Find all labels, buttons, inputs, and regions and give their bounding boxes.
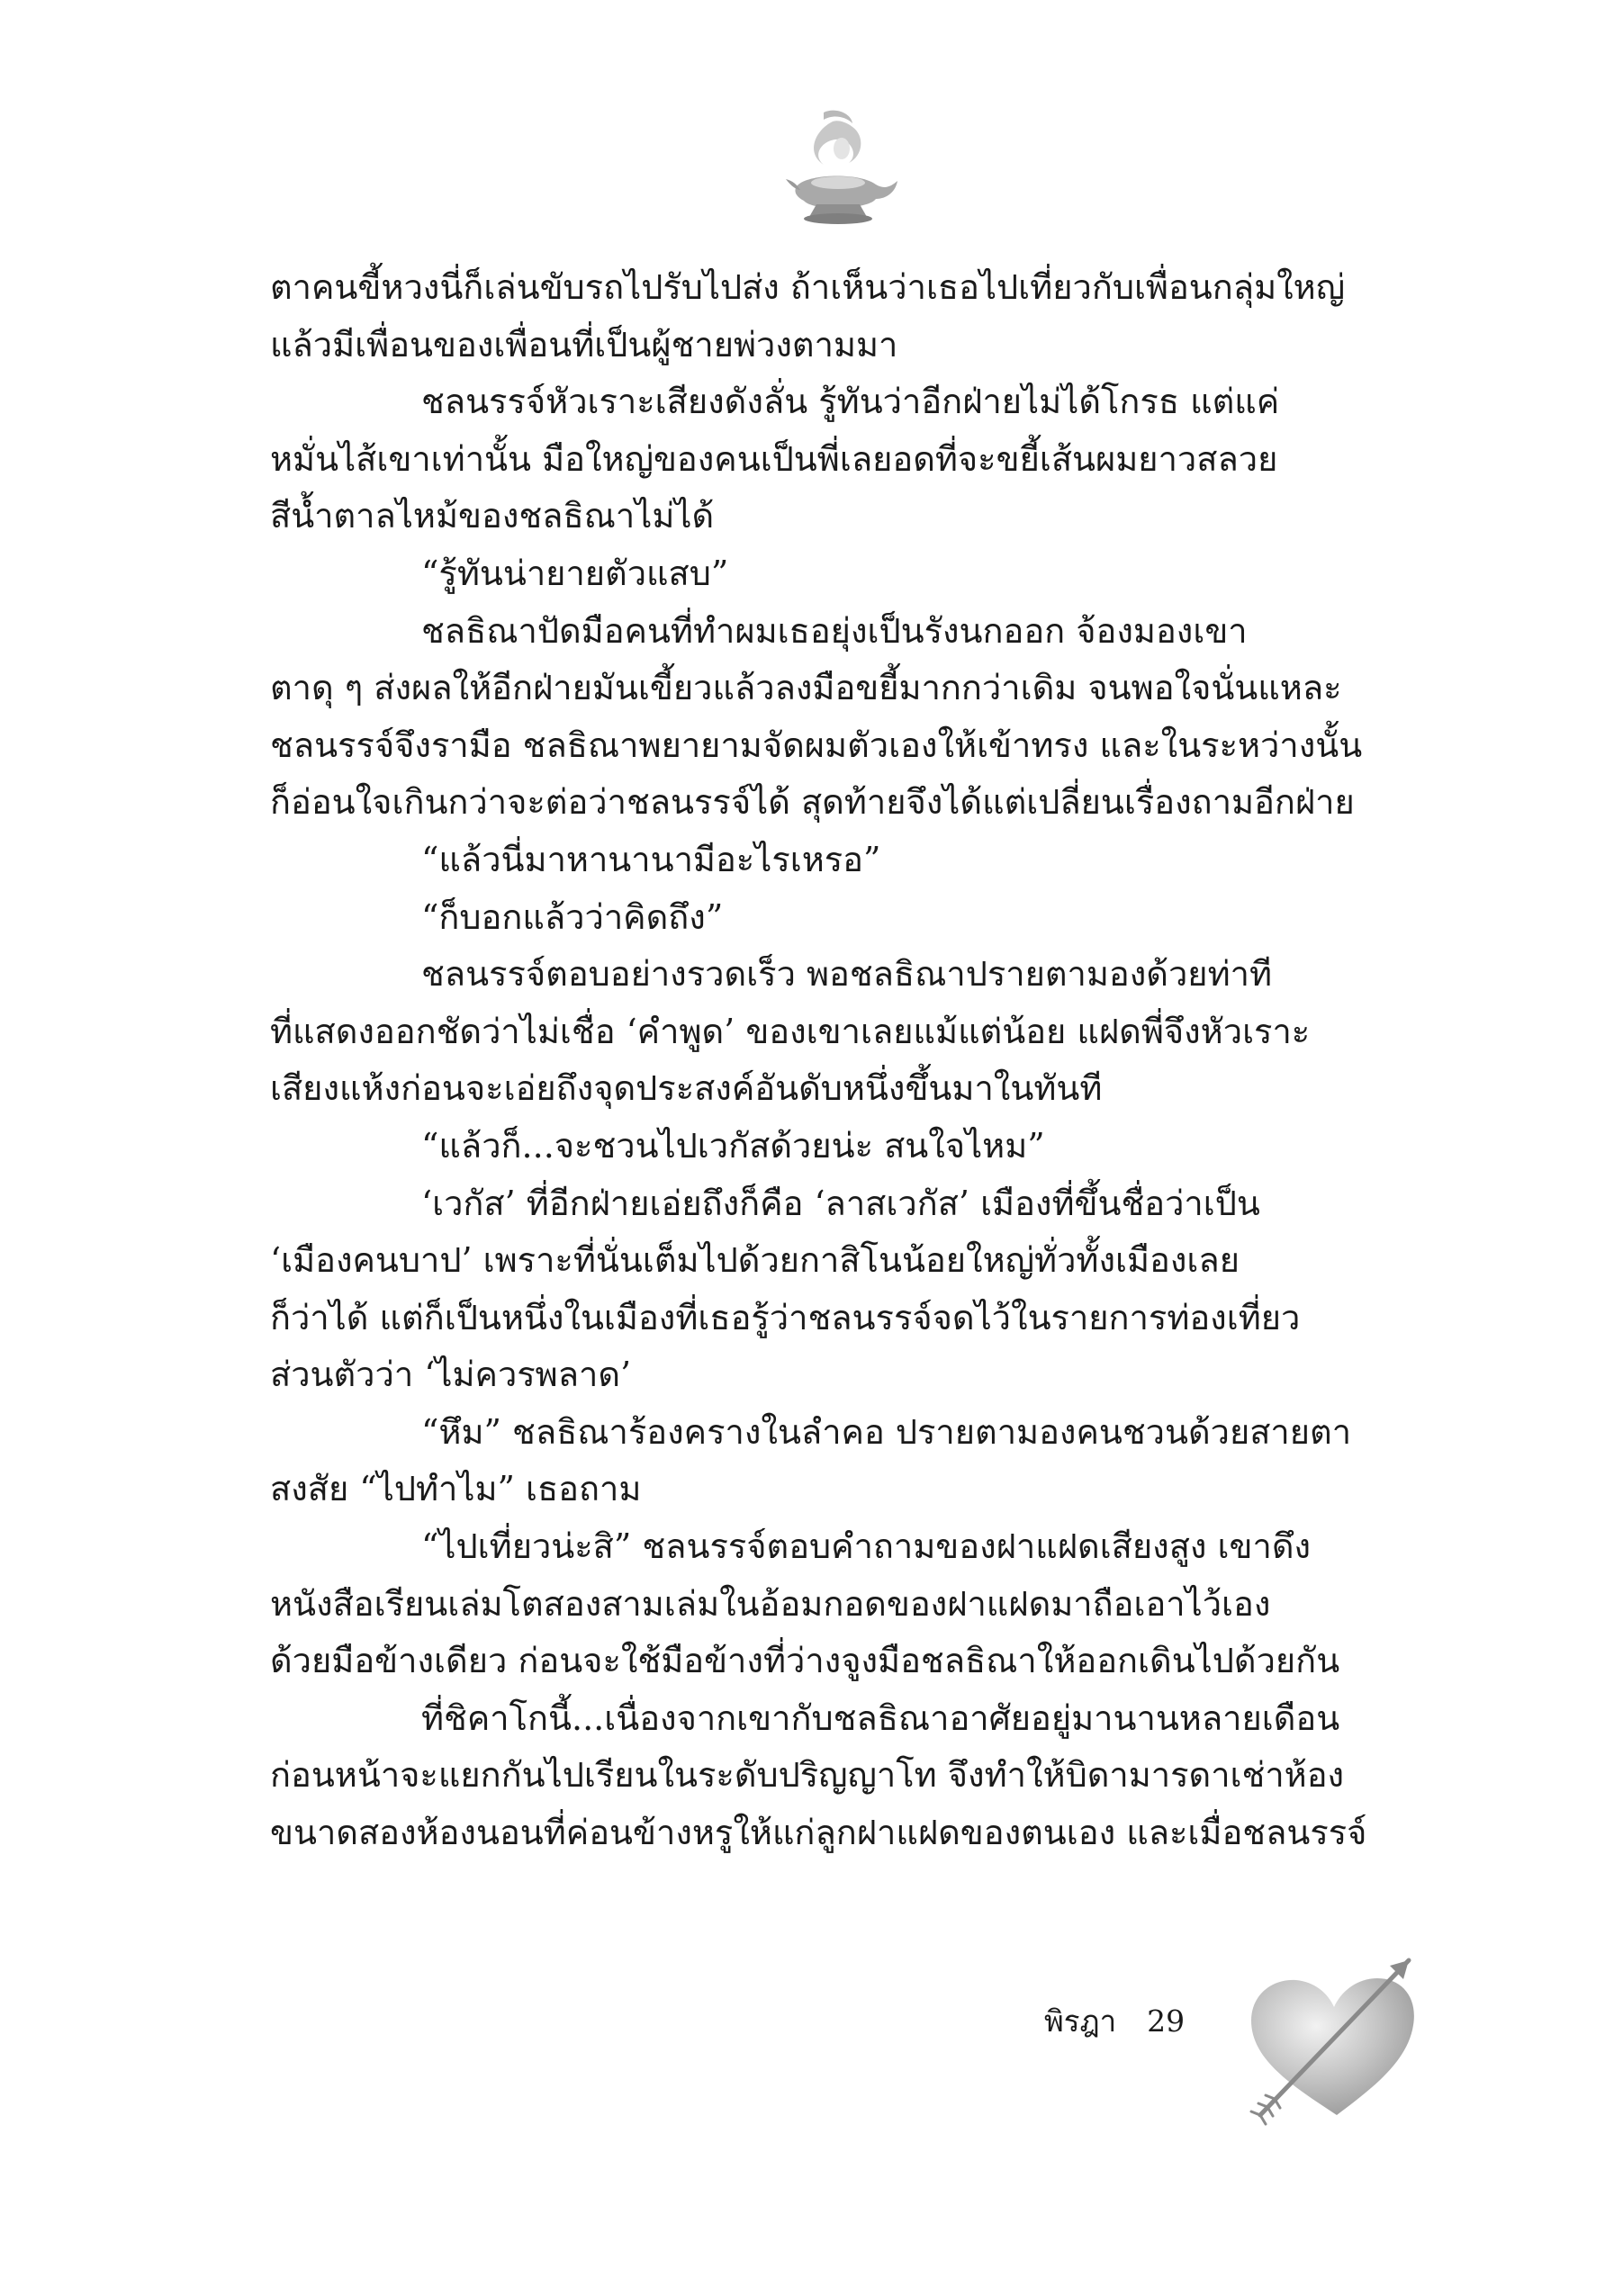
text-line: ชลนรรจ์ตอบอย่างรวดเร็ว พอชลธิณาปรายตามองด้วยท่าที bbox=[421, 954, 1273, 995]
author-name: พิรฎา bbox=[1044, 2003, 1117, 2039]
page-footer bbox=[1044, 1994, 1185, 2048]
text-line: ตาดุ ๆ ส่งผลให้อีกฝ่ายมันเขี้ยวแล้วลงมือขยี้มากกว่าเดิม จนพอใจนั่นแหละ bbox=[270, 668, 1342, 708]
text-line: ‘เมืองคนบาป’ เพราะที่นั่นเต็มไปด้วยกาสิโนน้อยใหญ่ทั่วทั้งเมืองเลย bbox=[270, 1240, 1240, 1281]
text-line: ชลนรรจ์หัวเราะเสียงดังลั่น รู้ทันว่าอีกฝ่ายไม่ได้โกรธ แต่แค่ bbox=[421, 382, 1280, 422]
text-line: สงสัย “ไปทำไม” เธอถาม bbox=[270, 1469, 642, 1509]
text-line: ด้วยมือข้างเดียว ก่อนจะใช้มือข้างที่ว่างจูงมือชลธิณาให้ออกเดินไปด้วยกัน bbox=[270, 1641, 1340, 1681]
text-line: “แล้วก็...จะชวนไปเวกัสด้วยน่ะ สนใจไหม” bbox=[421, 1125, 1045, 1166]
text-line: ชลนรรจ์จึงรามือ ชลธิณาพยายามจัดผมตัวเองให้เข้าทรง และในระหว่างนั้น bbox=[270, 725, 1363, 765]
text-line: หนังสือเรียนเล่มโตสองสามเล่มในอ้อมกอดของฝาแฝดมาถือเอาไว้เอง bbox=[270, 1583, 1271, 1624]
text-line: ก็ว่าได้ แต่ก็เป็นหนึ่งในเมืองที่เธอรู้ว่าชลนรรจ์จดไว้ในรายการท่องเที่ยว bbox=[270, 1297, 1301, 1337]
text-line: สีน้ำตาลไหม้ของชลธิณาไม่ได้ bbox=[270, 496, 715, 536]
text-line: “แล้วนี่มาหานานามีอะไรเหรอ” bbox=[421, 839, 881, 879]
text-line: ที่ชิคาโกนี้...เนื่องจากเขากับชลธิณาอาศัยอยู่มานานหลายเดือน bbox=[421, 1697, 1340, 1738]
text-line: “รู้ทันน่ายายตัวแสบ” bbox=[421, 553, 729, 593]
page-number: 29 bbox=[1147, 2003, 1186, 2039]
text-line: ชลธิณาปัดมือคนที่ทำผมเธอยุ่งเป็นรังนกออก จ้องมองเขา bbox=[421, 610, 1248, 651]
text-line: ตาคนขี้หวงนี่ก็เล่นขับรถไปรับไปส่ง ถ้าเห็นว่าเธอไปเที่ยวกับเพื่อนกลุ่มใหญ่ bbox=[270, 267, 1346, 307]
text-line: ‘เวกัส’ ที่อีกฝ่ายเอ่ยถึงก็คือ ‘ลาสเวกัส’ เมืองที่ขึ้นชื่อว่าเป็น bbox=[421, 1183, 1260, 1223]
body-text bbox=[270, 259, 1395, 1862]
text-line: แล้วมีเพื่อนของเพื่อนที่เป็นผู้ชายพ่วงตามมา bbox=[270, 324, 898, 365]
text-line: หมั่นไส้เขาเท่านั้น มือใหญ่ของคนเป็นพี่เลยอดที่จะขยี้เส้นผมยาวสลวย bbox=[270, 438, 1278, 479]
text-line: ส่วนตัวว่า ‘ไม่ควรพลาด’ bbox=[270, 1355, 632, 1395]
text-line: ขนาดสองห้องนอนที่ค่อนข้างหรูให้แก่ลูกฝาแฝดของตนเอง และเมื่อชลนรรจ์ bbox=[270, 1813, 1367, 1853]
text-line: ก็อ่อนใจเกินกว่าจะต่อว่าชลนรรจ์ได้ สุดท้ายจึงได้แต่เปลี่ยนเรื่องถามอีกฝ่าย bbox=[270, 782, 1355, 823]
heart-arrow-icon bbox=[1224, 1935, 1440, 2133]
text-line: ที่แสดงออกชัดว่าไม่เชื่อ ‘คำพูด’ ของเขาเลยแม้แต่น้อย แฝดพี่จึงหัวเราะ bbox=[270, 1011, 1311, 1051]
genie-lamp-icon bbox=[770, 104, 905, 239]
text-line: “ไปเที่ยวน่ะสิ” ชลนรรจ์ตอบคำถามของฝาแฝดเสียงสูง เขาดึง bbox=[421, 1526, 1312, 1567]
text-line: “หึม” ชลธิณาร้องครางในลำคอ ปรายตามองคนชวนด้วยสายตา bbox=[421, 1411, 1352, 1452]
text-line: “ก็บอกแล้วว่าคิดถึง” bbox=[421, 896, 724, 937]
text-line: ก่อนหน้าจะแยกกันไปเรียนในระดับปริญญาโท จึงทำให้บิดามารดาเช่าห้อง bbox=[270, 1755, 1345, 1796]
text-line: เสียงแห้งก่อนจะเอ่ยถึงจุดประสงค์อันดับหนึ่งขึ้นมาในทันที bbox=[270, 1068, 1103, 1109]
